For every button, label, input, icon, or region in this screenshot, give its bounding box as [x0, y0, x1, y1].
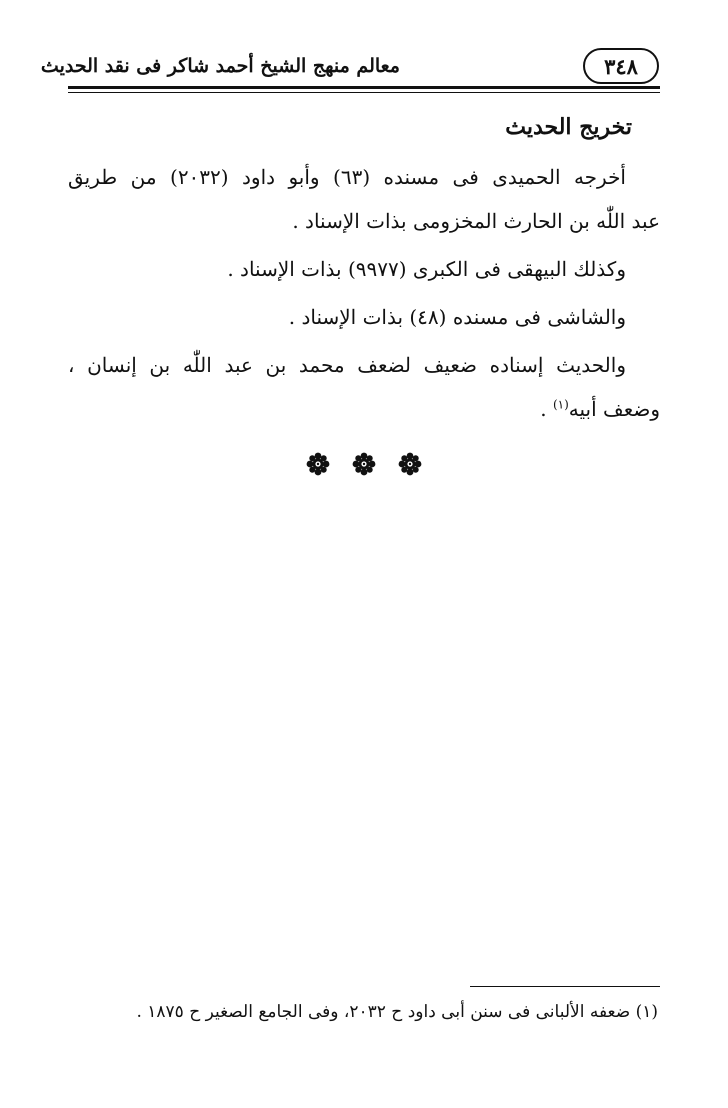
paragraph-line-end: . — [540, 397, 553, 421]
running-title: معالم منهج الشيخ أحمد شاكر فى نقد الحديث — [40, 55, 400, 77]
paragraph-line-text: وضعف أبيه — [568, 397, 660, 421]
flower-ornament-icon — [398, 452, 422, 476]
section-divider-ornaments — [0, 452, 728, 492]
header-rule — [68, 86, 660, 89]
paragraph-1 — [68, 155, 660, 243]
paragraph-4 — [68, 343, 660, 431]
paragraph-2 — [68, 247, 660, 291]
page-number: ٣٤٨ — [583, 48, 659, 84]
section-heading: تخريج الحديث — [505, 114, 632, 140]
footnote-reference[interactable]: (١) — [552, 397, 569, 412]
paragraph-3 — [68, 295, 660, 339]
paragraph-line: أخرجه الحميدى فى مسنده (٦٣) وأبو داود (٢٠٣٢) من طريق — [68, 165, 626, 189]
paragraph-line: وكذلك البيهقى فى الكبرى (٩٩٧٧) بذات الإسناد . — [227, 257, 626, 281]
footnote-separator — [470, 986, 660, 987]
flower-ornament-icon — [352, 452, 376, 476]
flower-ornament-icon — [306, 452, 330, 476]
paragraph-line: والحديث إسناده ضعيف لضعف محمد بن عبد اللّٰه بن إنسان ، — [68, 353, 626, 377]
header-rule-thin — [68, 92, 660, 93]
paragraph-line: عبد اللّٰه بن الحارث المخزومى بذات الإسناد . — [292, 209, 660, 233]
paragraph-line-last — [68, 387, 660, 431]
footnote: (١) ضعفه الألبانى فى سنن أبى داود ح ٢٠٣٢، وفى الجامع الصغير ح ١٨٧٥ . — [136, 1002, 658, 1022]
paragraph-line: والشاشى فى مسنده (٤٨) بذات الإسناد . — [288, 305, 626, 329]
